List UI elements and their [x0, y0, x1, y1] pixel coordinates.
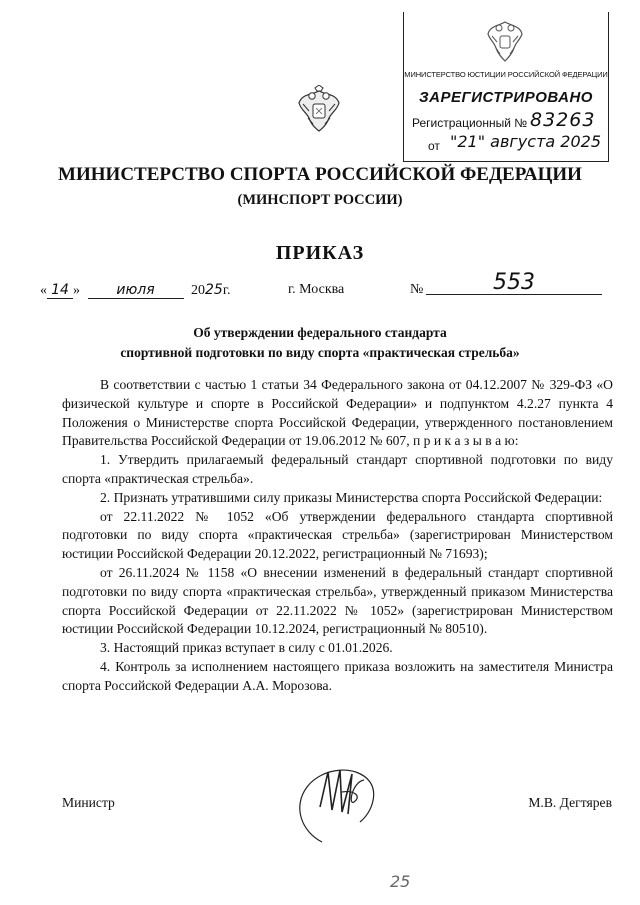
subject-line-2: спортивной подготовки по виду спорта «практическая стрельба»: [120, 345, 520, 360]
order-subject: [0, 323, 640, 363]
body-paragraph-item-3: 3. Настоящий приказ вступает в силу с 01.01.2026.: [100, 640, 393, 656]
order-number: 553: [426, 272, 602, 295]
date-close-quote: »: [73, 283, 80, 298]
stamp-ministry: МИНИСТЕРСТВО ЮСТИЦИИ РОССИЙСКОЙ ФЕДЕРАЦИИ: [404, 70, 608, 79]
handwritten-signature: [282, 752, 392, 852]
date-open-quote: «: [40, 283, 47, 298]
body-paragraph-item-1: 1. Утвердить прилагаемый федеральный стандарт спортивной подготовки по виду спорта «практическая стрельба».: [62, 452, 613, 486]
body-paragraph-repealed-2: от 26.11.2024 № 1158 «О внесении изменений в федеральный стандарт спортивной подготовки по виду спорта «практическая стрельба», утвержденный приказом Министерства спорта Российской Федерации от 22.11.2022 № 1052» (зарегистрирован Министерством юстиции Российской Федерации 10.12.2024, регистрационный № 80510).: [62, 564, 613, 637]
coat-of-arms-icon: [296, 85, 342, 133]
order-date: [40, 282, 231, 299]
subject-line-1: Об утверждении федерального стандарта: [193, 325, 447, 340]
stamp-status: ЗАРЕГИСТРИРОВАНО: [419, 89, 593, 106]
order-title: ПРИКАЗ: [275, 242, 365, 264]
order-date-year-suffix: 25: [205, 282, 223, 298]
order-date-day: 14: [47, 282, 73, 299]
order-date-month: июля: [88, 282, 184, 299]
body-paragraph-preamble: В соответствии с частью 1 статьи 34 Федерального закона от 04.12.2007 № 329-ФЗ «О физической культуре и спорте в Российской Федерации» и подпунктом 4.2.27 пункта 4 Положения о Министерстве спорта Российской Федерации, утвержденного постановлением Правительства Российской Федерации от 19.06.2012 № 607, п р и к а з ы в а ю:: [62, 377, 613, 449]
stamp-date-label: от: [428, 139, 440, 153]
signer-name: М.В. Дегтярев: [528, 795, 612, 810]
registration-stamp: [403, 12, 609, 162]
order-body: [62, 376, 613, 696]
order-date-year-prefix: 20: [191, 283, 205, 298]
ministry-subtitle: (МИНСПОРТ РОССИИ): [237, 192, 403, 208]
stamp-date: "21" августа 2025: [450, 132, 601, 151]
page-number: 25: [390, 872, 411, 891]
stamp-reg-number-label: Регистрационный №: [412, 116, 528, 130]
order-city: г. Москва: [288, 282, 345, 297]
body-paragraph-repealed-1: от 22.11.2022 № 1052 «Об утверждении федерального стандарта спортивной подготовки по виду спорта «практическая стрельба» (зарегистрирован Министерством юстиции Российской Федерации 20.12.2022, регистрационный № 71693);: [62, 508, 613, 562]
body-paragraph-item-4: 4. Контроль за исполнением настоящего приказа возложить на заместителя Министра спорта Российской Федерации А.А. Морозова.: [62, 658, 613, 693]
stamp-reg-number: 83263: [530, 109, 596, 131]
order-date-year-mark: г.: [222, 283, 231, 298]
signer-title: Министр: [62, 795, 115, 810]
order-number-label: №: [410, 282, 424, 297]
body-paragraph-item-2: 2. Признать утратившими силу приказы Министерства спорта Российской Федерации:: [100, 489, 603, 505]
ministry-title: МИНИСТЕРСТВО СПОРТА РОССИЙСКОЙ ФЕДЕРАЦИИ: [58, 164, 582, 185]
